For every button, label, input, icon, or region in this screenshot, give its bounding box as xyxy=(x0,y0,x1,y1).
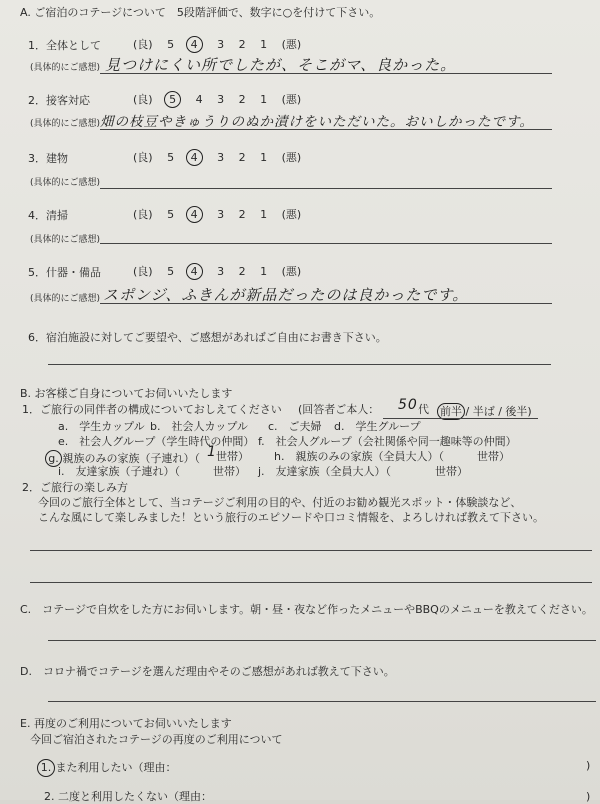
answer-line xyxy=(100,243,552,244)
decade-suffix: 代 xyxy=(418,403,429,416)
selected-rating: 4 xyxy=(186,36,203,53)
answer-line xyxy=(100,303,552,304)
option-i: i. 友達家族（子連れ）（ 世帯） xyxy=(58,465,247,478)
selected-age-range: 前半 xyxy=(437,403,465,420)
answer-line xyxy=(100,188,552,189)
option-c: c. ご夫婦 xyxy=(268,420,322,433)
item-4-rating: (良) 5 4 3 2 1 (悪) xyxy=(133,208,302,221)
option-no-revisit: 2. 二度と利用したくない（理由： xyxy=(44,790,212,803)
answer-line xyxy=(48,701,596,702)
option-f: f. 社会人グループ（会社関係や同一趣味等の仲間） xyxy=(258,435,517,448)
answer-line xyxy=(100,129,552,130)
age-range: 前半 / 半ば / 後半) xyxy=(440,403,532,420)
option-e: e. 社会人グループ（学生時代の仲間） xyxy=(58,435,255,448)
selected-rating: 4 xyxy=(186,149,203,166)
selected-rating: 5 xyxy=(164,91,181,108)
option-h: h. 親族のみの家族（全員大人）（ 世帯） xyxy=(274,450,510,463)
item-5-comment: スポンジ、ふきんが新品だったのは良かったです。 xyxy=(103,286,469,304)
answer-line xyxy=(100,73,552,74)
survey-sheet: A. ご宿泊のコテージについて 5段階評価で、数字に○を付けて下さい。 1．全体として (良) 5 4 3 2 1 (悪) (具体的にご感想) 見つけにくい所でしたが、そこがマ、良かった。 2．接客対応 (良) 5 4 3 2 1 (悪) (具体的にご感想) 畑の枝豆やきゅうりのぬか漬けをいただいた。おいしかったです。 3．建物 (良) 5 4 3 2 1 (悪) (具体的にご感想) 4．清掃 (良) 5 4 3 2 1 (悪) (具体的にご感想) 5．什器・備品 (良) 5 4 3 2 1 (悪) (具体的にご感想) スポンジ、ふきんが新品だったのは良かったです。 6．宿泊施設に対してご要望や、ご感想があればご自由にお書き下さい。 B. お客様ご自身についてお伺いいたします 1．ご旅行の同伴者の構成についておしえてください (回答者ご本人： 50 代 前半 / 半ば / 後半) a. 学生カップル b. 社会人カップル c. ご夫婦 d. 学生グループ e. 社会人グループ（学生時代の仲間） f. 社会人グループ（会社関係や同一趣味等の仲間） g. 親族のみの家族（子連れ）（ 1 世帯） h. 親族のみの家族（全員大人）（ 世帯） i. 友達家族（子連れ）（ 世帯） j. 友達家族（全員大人）（ 世帯） 2．ご旅行の楽しみ方 今回のご旅行全体として、当コテージご利用の目的や、付近のお勧め観光スポット・体験談など、 こんな風にして楽しみました！という旅行のエピソードや口コミ情報を、よろしければ教えて下さい。 C. コテージで自炊をした方にお伺いします。朝・昼・夜など作ったメニューやBBQのメニューを教えてください。 D. コロナ禍でコテージを選んだ理由やそのご感想があれば教えて下さい。 E. 再度のご利用についてお伺いいたします 今回ご宿泊されたコテージの再度のご利用について 1. また利用したい（理由： ) 2. 二度と利用したくない（理由： ) xyxy=(0,0,600,800)
respondent-label: (回答者ご本人： xyxy=(298,403,380,416)
item-2-label: 2．接客対応 xyxy=(28,94,90,107)
item-2-rating: (良) 5 4 3 2 1 (悪) xyxy=(133,93,302,106)
selected-option: g. xyxy=(45,450,62,467)
section-a-title: A. ご宿泊のコテージについて 5段階評価で、数字に○を付けて下さい。 xyxy=(20,6,381,19)
specific-label: (具体的にご感想) xyxy=(30,63,101,73)
item-1-comment: 見つけにくい所でしたが、そこがマ、良かった。 xyxy=(105,56,457,74)
q1-text: 1．ご旅行の同伴者の構成についておしえてください xyxy=(22,403,282,416)
section-b-title: B. お客様ご自身についてお伺いいたします xyxy=(20,387,233,400)
respondent-age: 50 xyxy=(398,397,418,413)
q2-text: 2．ご旅行の楽しみ方 xyxy=(22,481,128,494)
option-j: j. 友達家族（全員大人）（ 世帯） xyxy=(258,465,469,478)
option-b: b. 社会人カップル xyxy=(150,420,248,433)
item-2-comment: 畑の枝豆やきゅうりのぬか漬けをいただいた。おいしかったです。 xyxy=(100,114,534,130)
selected-rating: 4 xyxy=(186,263,203,280)
answer-line xyxy=(48,640,596,641)
option-revisit: 1. また利用したい（理由： xyxy=(40,759,177,777)
scale-bad: (悪) xyxy=(281,38,302,51)
item-4-label: 4．清掃 xyxy=(28,209,68,222)
answer-line xyxy=(30,582,592,583)
answer-line xyxy=(383,418,538,419)
option-a: a. 学生カップル xyxy=(58,420,145,433)
item-5-label: 5．什器・備品 xyxy=(28,266,101,279)
answer-line xyxy=(48,364,551,365)
option-d: d. 学生グループ xyxy=(334,420,421,433)
option-g: g. 親族のみの家族（子連れ）（ xyxy=(48,450,200,467)
section-e-title: E. 再度のご利用についてお伺いいたします xyxy=(20,717,232,730)
item-3-rating: (良) 5 4 3 2 1 (悪) xyxy=(133,151,302,164)
item-6-label: 6．宿泊施設に対してご要望や、ご感想があればご自由にお書き下さい。 xyxy=(28,331,387,344)
item-3-label: 3．建物 xyxy=(28,152,68,165)
option-g-count: 1 xyxy=(207,444,217,460)
item-1-rating: (良) 5 4 3 2 1 (悪) xyxy=(133,38,302,51)
section-c-title: C. コテージで自炊をした方にお伺いします。朝・昼・夜など作ったメニューやBBQのメニューを教えてください。 xyxy=(20,603,593,616)
item-5-rating: (良) 5 4 3 2 1 (悪) xyxy=(133,265,302,278)
scale-good: (良) xyxy=(133,38,153,51)
item-1-label: 1．全体として xyxy=(28,39,101,52)
selected-rating: 4 xyxy=(186,206,203,223)
selected-option: 1. xyxy=(37,759,55,777)
answer-line xyxy=(30,550,592,551)
section-d-title: D. コロナ禍でコテージを選んだ理由やそのご感想があれば教えて下さい。 xyxy=(20,665,395,678)
